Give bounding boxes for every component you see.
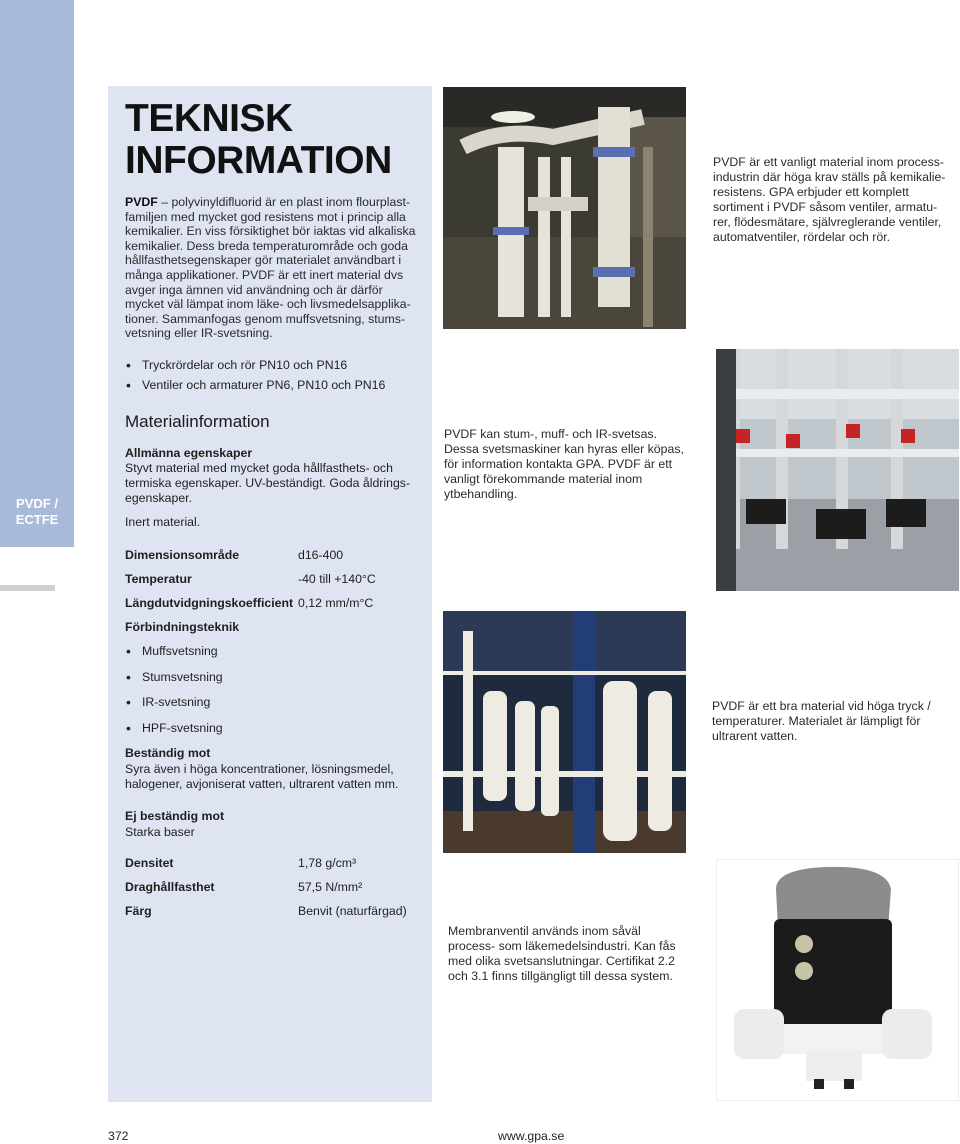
inert-note: Inert material. xyxy=(125,515,201,529)
valve-installation-photo xyxy=(716,349,959,591)
diaphragm-valve-photo xyxy=(716,859,959,1101)
intro-paragraph: PVDF – polyvinyldifluorid är en plast inom flourplast-familjen med mycket god resistens mot i princip alla kemikalier. En viss försiktighet bör iaktas vid alkaliska kemikalier. Dess breda temperaturområde och goda hållfasthetsegenskaper gör materialet användbart i många applikationer. PVDF är ett inert material dvs avger inga ämnen vid användning och är därför mycket väl lämpat inom läke- och livsmedelsapplika-tioner. Sammanfogas genom muffsvetsning, stums-vetsning eller IR-svetsning. xyxy=(125,195,416,341)
page-title: TEKNISK INFORMATION xyxy=(125,97,392,182)
pipe-rack-photo xyxy=(443,611,686,853)
list-item: • Tryckrördelar och rör PN10 och PN16 xyxy=(125,356,425,376)
resistant-to: Beständig mot Syra även i höga koncentrationer, lösningsmedel, halogener, avjoniserat vatten, ultrarent vatten mm. xyxy=(125,746,399,791)
not-resistant-to: Ej beständig mot Starka baser xyxy=(125,809,225,839)
pressure-class-list xyxy=(125,356,425,395)
list-item: • Muffsvetsning xyxy=(125,639,415,665)
list-item: • Ventiler och armaturer PN6, PN10 och PN16 xyxy=(125,376,425,396)
list-item: • IR-svetsning xyxy=(125,690,415,716)
general-properties: Allmänna egenskaper Styvt material med mycket goda hållfasthets- och termiska egenskaper. UV-beständigt. Goda åldrings-egenskaper. xyxy=(125,446,411,505)
list-item: • HPF-svetsning xyxy=(125,716,415,742)
caption-welding: PVDF kan stum-, muff- och IR-svetsas. Dessa svetsmaskiner kan hyras eller köpas, för information kontakta GPA. PVDF är ett vanligt förekommande material inom ytbehandling. xyxy=(444,427,684,501)
caption-high-pressure: PVDF är ett bra material vid höga tryck / temperaturer. Materialet är lämpligt för ultrarent vatten. xyxy=(712,699,931,743)
side-tab xyxy=(0,0,74,547)
page-number: 372 xyxy=(108,1129,129,1143)
website-url[interactable]: www.gpa.se xyxy=(498,1129,565,1143)
caption-processindustry: PVDF är ett vanligt material inom process-industrin där höga krav ställs på kemikalie-resistens. GPA erbjuder ett komplett sortiment i PVDF såsom ventiler, armatu-rer, flödesmätare, självreglerande ventiler, automatventiler, rördelar och rör. xyxy=(713,155,946,244)
section-title: Materialinformation xyxy=(125,412,270,431)
side-divider xyxy=(0,585,55,591)
joining-heading: Förbindningsteknik xyxy=(125,620,240,634)
list-item: • Stumsvetsning xyxy=(125,665,415,691)
side-tab-label: PVDF / ECTFE xyxy=(15,496,59,527)
piping-photo xyxy=(443,87,686,329)
caption-diaphragm-valve: Membranventil används inom såväl process- som läkemedelsindustri. Kan fås med olika svetsanslutningar. Certifikat 2.2 och 3.1 finns tillgängligt till dessa system. xyxy=(448,924,676,983)
joining-list xyxy=(125,639,415,741)
